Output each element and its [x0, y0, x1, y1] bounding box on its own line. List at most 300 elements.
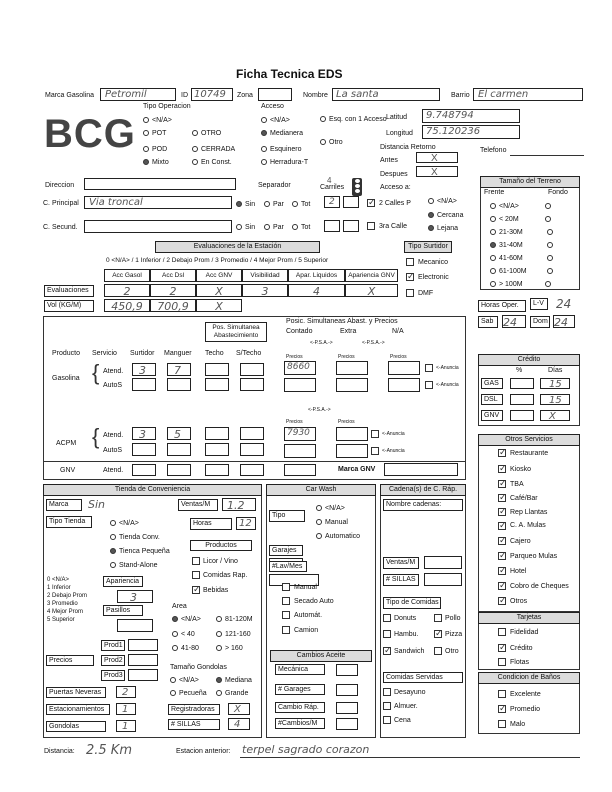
csecund-label: C. Secund.: [43, 224, 78, 231]
gas-precio-extra[interactable]: [336, 361, 368, 375]
comida-sandwich: Sandwich: [394, 648, 425, 655]
gas-techo-autos[interactable]: [205, 378, 229, 391]
banos-title: Condicion de Baños: [478, 672, 580, 684]
eval-val-0[interactable]: 2: [104, 284, 150, 297]
lav-label: #Lav/Mes: [269, 561, 307, 572]
terreno-fondo: Fondo: [548, 189, 568, 196]
credito-gas-pct[interactable]: [510, 378, 534, 389]
acpm-precios-1: Precios: [286, 419, 303, 425]
acpm-anuncia-check-2[interactable]: [371, 447, 379, 455]
srv-cajero-check[interactable]: [498, 537, 506, 545]
tipo-comidas-label: Tipo de Comidas: [383, 597, 441, 609]
gas-anuncia-check-2[interactable]: [425, 381, 433, 389]
separador-label: Separador: [258, 182, 291, 189]
terreno-row-4[interactable]: 41-60M: [490, 255, 556, 262]
comida-hambu: Hambu.: [394, 631, 419, 638]
carwash-tipo-na[interactable]: <N/A>: [316, 505, 345, 512]
carwash-title: Car Wash: [266, 484, 376, 496]
puertas-field[interactable]: 2: [116, 686, 136, 698]
acpm-mang-autos[interactable]: [167, 443, 191, 456]
acceso-na[interactable]: <N/A>: [261, 117, 290, 124]
acceso-esquinero[interactable]: Esquinero: [261, 146, 302, 153]
credito-gnv: GNV: [481, 410, 503, 421]
tienda-escala-4: 4 Mejor Prom: [47, 609, 84, 615]
acpm-precio-extra-2[interactable]: [336, 444, 368, 458]
otros-servicios-title: Otros Servicios: [478, 434, 580, 446]
tarjeta-flotas-check[interactable]: [498, 658, 506, 666]
latitud-label: Latitud: [386, 114, 408, 121]
acpm-precio-contado-2[interactable]: [284, 444, 316, 458]
srv-hotel: Hotel: [510, 568, 527, 575]
psa-label-acpm: <-P.S.A.->: [308, 407, 331, 413]
credito-gnv-pct[interactable]: [510, 410, 534, 421]
marca-field[interactable]: Petromil: [100, 88, 176, 101]
cambios-rap-field[interactable]: [336, 702, 358, 714]
credito-dias: Días: [548, 367, 563, 374]
despues-field[interactable]: X: [416, 166, 458, 177]
dom-field[interactable]: 24: [553, 315, 575, 328]
credito-title: Crédito: [478, 354, 580, 366]
cprincipal-field[interactable]: Via troncal: [84, 196, 232, 209]
acceso-medianera[interactable]: Medianera: [261, 130, 303, 137]
antes-label: Antes: [380, 157, 398, 164]
acceso-a-label: Acceso a:: [380, 184, 411, 191]
terreno-row-2[interactable]: 21-30M: [490, 229, 556, 236]
carwash-automat-check[interactable]: [282, 611, 290, 619]
tienda-area-80[interactable]: 41-80: [172, 645, 199, 652]
cambios-mecanica: Mecánica: [275, 664, 325, 675]
bano-promedio: Promedio: [510, 706, 540, 713]
tienda-licor: Licor / Vino: [203, 558, 238, 565]
comida-sandwich-check[interactable]: [383, 647, 391, 655]
comida-pollo-check[interactable]: [434, 614, 442, 622]
acceso-a-lejana[interactable]: Lejana: [428, 225, 458, 232]
eval-val-2[interactable]: X: [196, 284, 242, 297]
gas-precio-contado[interactable]: 8660: [284, 361, 316, 375]
terreno-row-1[interactable]: < 20M: [490, 216, 554, 223]
lv-value: 24: [556, 297, 572, 311]
gondolas-field[interactable]: 1: [116, 720, 136, 732]
gas-stecho-atend[interactable]: [240, 363, 264, 376]
terreno-frente: Frente: [484, 189, 505, 196]
bano-excelente-check[interactable]: [498, 690, 506, 698]
tienda-escala-3: 3 Promedio: [47, 601, 78, 607]
tienda-marca-value: Sin: [88, 498, 106, 511]
cadena-sillas-label: # SILLAS: [383, 574, 419, 586]
gnv-surt[interactable]: [132, 464, 156, 476]
tienda-area-40[interactable]: < 40: [172, 631, 195, 638]
acpm-autos: AutoS: [103, 447, 123, 454]
vol-val-2[interactable]: X: [196, 299, 242, 312]
tarjeta-flotas: Flotas: [510, 659, 530, 666]
terreno-row-0[interactable]: <N/A>: [490, 203, 554, 210]
direccion-label: Direccion: [45, 182, 75, 189]
tienda-ventas-field[interactable]: 1.2: [222, 498, 256, 511]
tarjeta-fidelidad: Fidelidad: [510, 629, 539, 636]
evaluaciones-title: Evaluaciones de la Estación: [155, 241, 320, 253]
horas-oper-label: Horas Oper.: [478, 300, 526, 312]
tienda-escala-2: 2 Debajo Prom: [47, 593, 88, 599]
servida-desayuno-check[interactable]: [383, 688, 391, 696]
csecund-sin[interactable]: Sin: [236, 224, 255, 231]
cambios-mes: #Cambios/M: [275, 718, 325, 729]
tipo-op-pod[interactable]: POD: [143, 146, 167, 153]
tipo-op-mixto[interactable]: Mixto: [143, 159, 169, 166]
gas-techo-atend[interactable]: [205, 363, 229, 376]
terreno-row-3[interactable]: 31-40M: [490, 242, 556, 249]
cambios-rap: Cambio Ráp.: [275, 702, 325, 713]
acpm-techo-autos[interactable]: [205, 443, 229, 456]
tienda-ventas-label: Ventas/M: [178, 499, 218, 511]
srv-cheques: Cobro de Cheques: [510, 583, 569, 590]
eval-val-5[interactable]: X: [345, 284, 398, 297]
acpm-stecho-autos[interactable]: [240, 443, 264, 456]
tienda-area-160[interactable]: 121-160: [216, 631, 251, 638]
distancia-retorno-label: Distancia Retorno: [380, 144, 436, 151]
distancia-label: Distancia:: [44, 748, 75, 755]
acpm-atend: Atend.: [103, 432, 124, 439]
servida-cena-check[interactable]: [383, 716, 391, 724]
gas-mang-atend[interactable]: 7: [167, 363, 191, 376]
eval-val-3[interactable]: 3: [242, 284, 288, 297]
surtidor-mecanico: Mecanico: [418, 259, 448, 266]
tienda-tipo-stand[interactable]: Stand-Alone: [110, 562, 158, 569]
estacion-anterior-label: Estacion anterior:: [176, 748, 231, 755]
col-surtidor: Surtidor: [130, 350, 155, 357]
precios-label-3: Precios: [390, 354, 407, 360]
terreno-title: Tamaño del Terreno: [480, 176, 580, 188]
gas-precio-na[interactable]: [388, 361, 420, 375]
comida-pizza: Pizza: [445, 631, 463, 638]
srv-mulas-check[interactable]: [498, 522, 506, 530]
tipo-op-cerrada[interactable]: CERRADA: [192, 146, 235, 153]
garajes-label: Garajes: [269, 545, 303, 556]
srv-hotel-check[interactable]: [498, 567, 506, 575]
carwash-camion: Camion: [294, 627, 319, 634]
sab-field[interactable]: 24: [502, 315, 526, 328]
tienda-area-label: Area: [172, 603, 187, 610]
barrio-field[interactable]: El carmen: [473, 88, 583, 101]
acpm-anuncia-check[interactable]: [371, 430, 379, 438]
surtidor-mecanico-check[interactable]: [406, 258, 414, 266]
col-producto: Producto: [52, 350, 81, 357]
comida-pollo: Pollo: [445, 615, 461, 622]
surtidor-electronic-check[interactable]: [406, 273, 414, 281]
terreno-row-5[interactable]: 61-100M: [490, 268, 556, 275]
tamano-na[interactable]: <N/A>: [170, 677, 199, 684]
credito-gas: GAS: [481, 378, 503, 389]
acpm-precios-2: Precios: [338, 419, 355, 425]
bano-excelente: Excelente: [510, 691, 541, 698]
credito-gnv-dias[interactable]: X: [540, 410, 570, 421]
srv-tba: TBA: [510, 481, 524, 488]
tienda-horas-field[interactable]: 12: [236, 517, 256, 530]
surtidor-electronic: Electronic: [418, 274, 449, 281]
gas-precio-contado-2[interactable]: [284, 378, 316, 392]
estac-label: Estacionamientos: [46, 704, 110, 715]
csecund-tot-field[interactable]: [324, 220, 340, 232]
tienda-escala-1: 1 Inferior: [47, 585, 71, 591]
acpm-anuncia-label: <-Anuncia: [382, 431, 405, 437]
cadena-ventas-field[interactable]: [424, 556, 462, 569]
cprincipal-tot[interactable]: Tot: [292, 201, 310, 208]
comida-donuts: Donuts: [394, 615, 417, 622]
acpm-precio-extra[interactable]: [336, 427, 368, 441]
acceso-title: Acceso: [261, 103, 284, 110]
nombre-field[interactable]: La santa: [332, 88, 440, 101]
bano-promedio-check[interactable]: [498, 705, 506, 713]
vol-val-1[interactable]: 700,9: [150, 299, 196, 312]
srv-parqueo-check[interactable]: [498, 552, 506, 560]
gasolina-label: Gasolina: [52, 375, 80, 382]
dom-label: Dom: [530, 316, 550, 328]
acceso-a-cercana[interactable]: Cercana: [428, 212, 463, 219]
eval-col-3: Visibilidad: [242, 269, 288, 282]
sab-label: Sab: [478, 316, 498, 328]
direccion-field[interactable]: [84, 178, 236, 190]
comida-otro-check[interactable]: [434, 647, 442, 655]
tienda-tipo-na[interactable]: <N/A>: [110, 520, 139, 527]
gas-precio-extra-2[interactable]: [336, 378, 368, 392]
terreno-row-6[interactable]: > 100M: [490, 281, 554, 288]
servida-almuer-check[interactable]: [383, 702, 391, 710]
zona-field[interactable]: [258, 88, 292, 101]
tienda-area-gt160[interactable]: > 160: [216, 645, 243, 652]
marca-gnv-label: Marca GNV: [338, 466, 376, 473]
tienda-prod2-field[interactable]: [128, 654, 158, 666]
gnv-label: GNV: [60, 467, 76, 474]
psa-label-1: <-P.S.A.->: [310, 340, 333, 346]
srv-llantas: Rep Llantas: [510, 509, 548, 516]
credito-dsl-dias[interactable]: 15: [540, 394, 570, 405]
tienda-apariencia-field[interactable]: 3: [117, 590, 153, 603]
tienda-horas-label: Horas: [190, 518, 232, 530]
comida-otro: Otro: [445, 648, 459, 655]
tienda-sillas-field[interactable]: 4: [228, 718, 250, 730]
tamano-pequena[interactable]: Pecueña: [170, 690, 207, 697]
tienda-tipo-conv[interactable]: Tienda Conv.: [110, 534, 160, 541]
tipo-op-const[interactable]: En Const.: [192, 159, 232, 166]
cprincipal-par[interactable]: Par: [264, 201, 284, 208]
credito-dsl: DSL: [481, 394, 503, 405]
tienda-area-na[interactable]: <N/A>: [172, 616, 201, 623]
carwash-secado: Secado Auto: [294, 598, 334, 605]
eval-col-2: Acc GNV: [196, 269, 242, 282]
gas-surt-autos[interactable]: [132, 378, 156, 391]
gas-anuncia-label: <-Anuncia: [436, 365, 459, 371]
puertas-label: Puertas Neveras: [46, 687, 106, 698]
cadena-nombre-label[interactable]: Nombre cadenas:: [383, 499, 463, 511]
bano-malo-check[interactable]: [498, 720, 506, 728]
csecund-field[interactable]: [84, 220, 232, 233]
surtidor-dmf-check[interactable]: [406, 289, 414, 297]
gas-autos: AutoS: [103, 382, 123, 389]
srv-llantas-check[interactable]: [498, 508, 506, 516]
tienda-bebidas-check[interactable]: [192, 586, 200, 594]
tienda-comidas-check[interactable]: [192, 571, 200, 579]
gas-atend: Atend.: [103, 368, 124, 375]
id-field[interactable]: 10749: [191, 88, 233, 101]
srv-cheques-check[interactable]: [498, 582, 506, 590]
gas-mang-autos[interactable]: [167, 378, 191, 391]
tarjeta-credito-check[interactable]: [498, 644, 506, 652]
acpm-stecho-atend[interactable]: [240, 427, 264, 440]
vol-val-0[interactable]: 450,9: [104, 299, 150, 312]
marca-label: Marca Gasolina: [45, 92, 95, 99]
carwash-automat: Automát.: [294, 612, 323, 619]
cambios-mecanica-field[interactable]: [336, 664, 358, 676]
carwash-manual-check[interactable]: [282, 583, 290, 591]
bano-malo: Malo: [510, 721, 526, 728]
pos-sim-label: Pos. Simultanea Abastecimiento: [205, 322, 267, 342]
servida-cena: Cena: [394, 717, 411, 724]
tipo-op-pot[interactable]: POT: [143, 130, 166, 137]
srv-cajero: Cajero: [510, 538, 531, 545]
tienda-prod3-field[interactable]: [128, 669, 158, 681]
srv-otros-check[interactable]: [498, 597, 506, 605]
gas-precio-na-2[interactable]: [388, 378, 420, 392]
comida-donuts-check[interactable]: [383, 614, 391, 622]
acceso-esq-1[interactable]: Esq. con 1 Acceso: [320, 116, 387, 123]
marca-gnv-field[interactable]: [384, 463, 458, 476]
lv-label: L-V: [530, 298, 548, 310]
tienda-pasillos-field[interactable]: [117, 619, 153, 632]
cambios-mes-field[interactable]: [336, 718, 358, 730]
eval-val-1[interactable]: 2: [150, 284, 196, 297]
estacion-anterior-value: terpel sagrado corazon: [242, 743, 370, 756]
col-contado: Contado: [286, 328, 313, 335]
tienda-title: Tienda de Conveniencia: [43, 484, 262, 496]
comida-hambu-check[interactable]: [383, 630, 391, 638]
acceso-herradura[interactable]: Herradura-T: [261, 159, 308, 166]
gondolas-label: Gondolas: [46, 721, 106, 732]
tipo-surtidor-title: Tipo Surtidor: [404, 241, 452, 253]
barrio-label: Barrio: [451, 92, 470, 99]
latitud-field[interactable]: 9.748794: [422, 109, 520, 123]
carwash-tipo-auto[interactable]: Automatico: [316, 533, 360, 540]
tot-field[interactable]: 2: [324, 196, 340, 208]
tienda-tipo-pequena[interactable]: Tienca Pequeña: [110, 548, 170, 555]
carriles-label: Carriles: [320, 184, 345, 191]
csecund-par[interactable]: Par: [264, 224, 284, 231]
tienda-area-120[interactable]: 81-120M: [216, 616, 253, 623]
srv-cafe-check[interactable]: [498, 494, 506, 502]
credito-dsl-pct[interactable]: [510, 394, 534, 405]
tienda-licor-check[interactable]: [192, 557, 200, 565]
acceso-otro[interactable]: Otro: [320, 139, 343, 146]
calle-3ra-check[interactable]: [367, 222, 375, 230]
cadena-sillas-field[interactable]: [424, 573, 462, 586]
col-na: N/A: [392, 328, 404, 335]
srv-mulas: C. A. Mulas: [510, 522, 546, 529]
srv-cafe: Café/Bar: [510, 495, 538, 502]
cambios-title: Cambios Aceite: [270, 650, 372, 662]
precios-label-1: Precios: [286, 354, 303, 360]
gas-surt-atend[interactable]: 3: [132, 363, 156, 376]
gas-anuncia-label-2: <-Anuncia: [436, 382, 459, 388]
eval-col-5: Apariencia GNV: [345, 269, 398, 282]
col-stecho: S/Techo: [236, 350, 262, 357]
col-manguer: Manguer: [164, 350, 192, 357]
bcg-logo: BCG: [44, 112, 136, 156]
calles-p-label: 2 Calles P: [379, 200, 411, 207]
calle-3ra-label: 3ra Calle: [379, 223, 408, 230]
gnv-mang[interactable]: [167, 464, 191, 476]
srv-restaurante: Restaurante: [510, 450, 549, 457]
comida-pizza-check[interactable]: [434, 630, 442, 638]
tienda-apariencia-label: Apariencia: [103, 576, 143, 587]
srv-parqueo: Parqueo Mulas: [510, 553, 558, 560]
acpm-surt-autos[interactable]: [132, 443, 156, 456]
csecund-tot[interactable]: Tot: [292, 224, 310, 231]
id-label: ID: [181, 92, 188, 99]
registradoras-label: Registradoras: [168, 704, 220, 715]
srv-kiosko: Kiosko: [510, 466, 532, 473]
psa-label-2: <-P.S.A.->: [362, 340, 385, 346]
tipo-op-na[interactable]: <N/A>: [143, 117, 172, 124]
antes-field[interactable]: X: [416, 152, 458, 163]
posic-sim-label: Posic. Simultaneas Abast. y Precios: [286, 318, 398, 325]
carriles-field[interactable]: [343, 196, 359, 208]
vol-label: Vol (KG/M): [44, 300, 94, 312]
registradoras-field[interactable]: X: [228, 703, 250, 715]
carwash-tipo-label: Tipo: [269, 510, 305, 522]
tarjeta-fidelidad-check[interactable]: [498, 628, 506, 636]
cambios-garages-field[interactable]: [336, 684, 358, 696]
acpm-surt-atend[interactable]: 3: [132, 427, 156, 440]
col-extra: Extra: [340, 328, 357, 335]
acpm-mang-atend[interactable]: 5: [167, 427, 191, 440]
credito-gas-dias[interactable]: 15: [540, 378, 570, 389]
carriles-value: 4: [327, 176, 332, 185]
gnv-techo[interactable]: [205, 464, 229, 476]
carwash-secado-check[interactable]: [282, 597, 290, 605]
carwash-camion-check[interactable]: [282, 626, 290, 634]
tarjetas-title: Tarjetas: [478, 612, 580, 624]
srv-restaurante-check[interactable]: [498, 449, 506, 457]
acpm-precio-contado[interactable]: 7930: [284, 427, 316, 441]
srv-kiosko-check[interactable]: [498, 465, 506, 473]
gas-anuncia-check[interactable]: [425, 364, 433, 372]
csecund-carr-field[interactable]: [343, 220, 359, 232]
cprincipal-sin[interactable]: Sin: [236, 201, 255, 208]
zona-label: Zona: [237, 92, 253, 99]
servida-desayuno: Desayuno: [394, 689, 426, 696]
calles-p-check[interactable]: [367, 199, 375, 207]
gnv-atend: Atend.: [103, 467, 124, 474]
tamano-grande[interactable]: Grande: [216, 690, 248, 697]
tamano-mediana[interactable]: Mediana: [216, 677, 252, 684]
gnv-stecho[interactable]: [240, 464, 264, 476]
acceso-a-na[interactable]: <N/A>: [428, 198, 457, 205]
distancia-value: 2.5 Km: [86, 743, 132, 758]
carwash-tipo-manual[interactable]: Manual: [316, 519, 348, 526]
cprincipal-label: C. Principal: [43, 200, 79, 207]
eval-col-1: Acc Dsl: [150, 269, 196, 282]
eval-val-4[interactable]: 4: [288, 284, 345, 297]
gnv-precio[interactable]: [284, 464, 316, 476]
srv-tba-check[interactable]: [498, 480, 506, 488]
tienda-prod1-field[interactable]: [128, 639, 158, 651]
despues-label: Despues: [380, 171, 408, 178]
longitud-field[interactable]: 75.120236: [422, 125, 520, 139]
gas-stecho-autos[interactable]: [240, 378, 264, 391]
acpm-techo-atend[interactable]: [205, 427, 229, 440]
tipo-op-otro[interactable]: OTRO: [192, 130, 221, 137]
estac-field[interactable]: 1: [116, 703, 136, 715]
cadena-ventas-label: Ventas/M: [383, 557, 419, 569]
tienda-escala-0: 0 <N/A>: [47, 577, 70, 583]
